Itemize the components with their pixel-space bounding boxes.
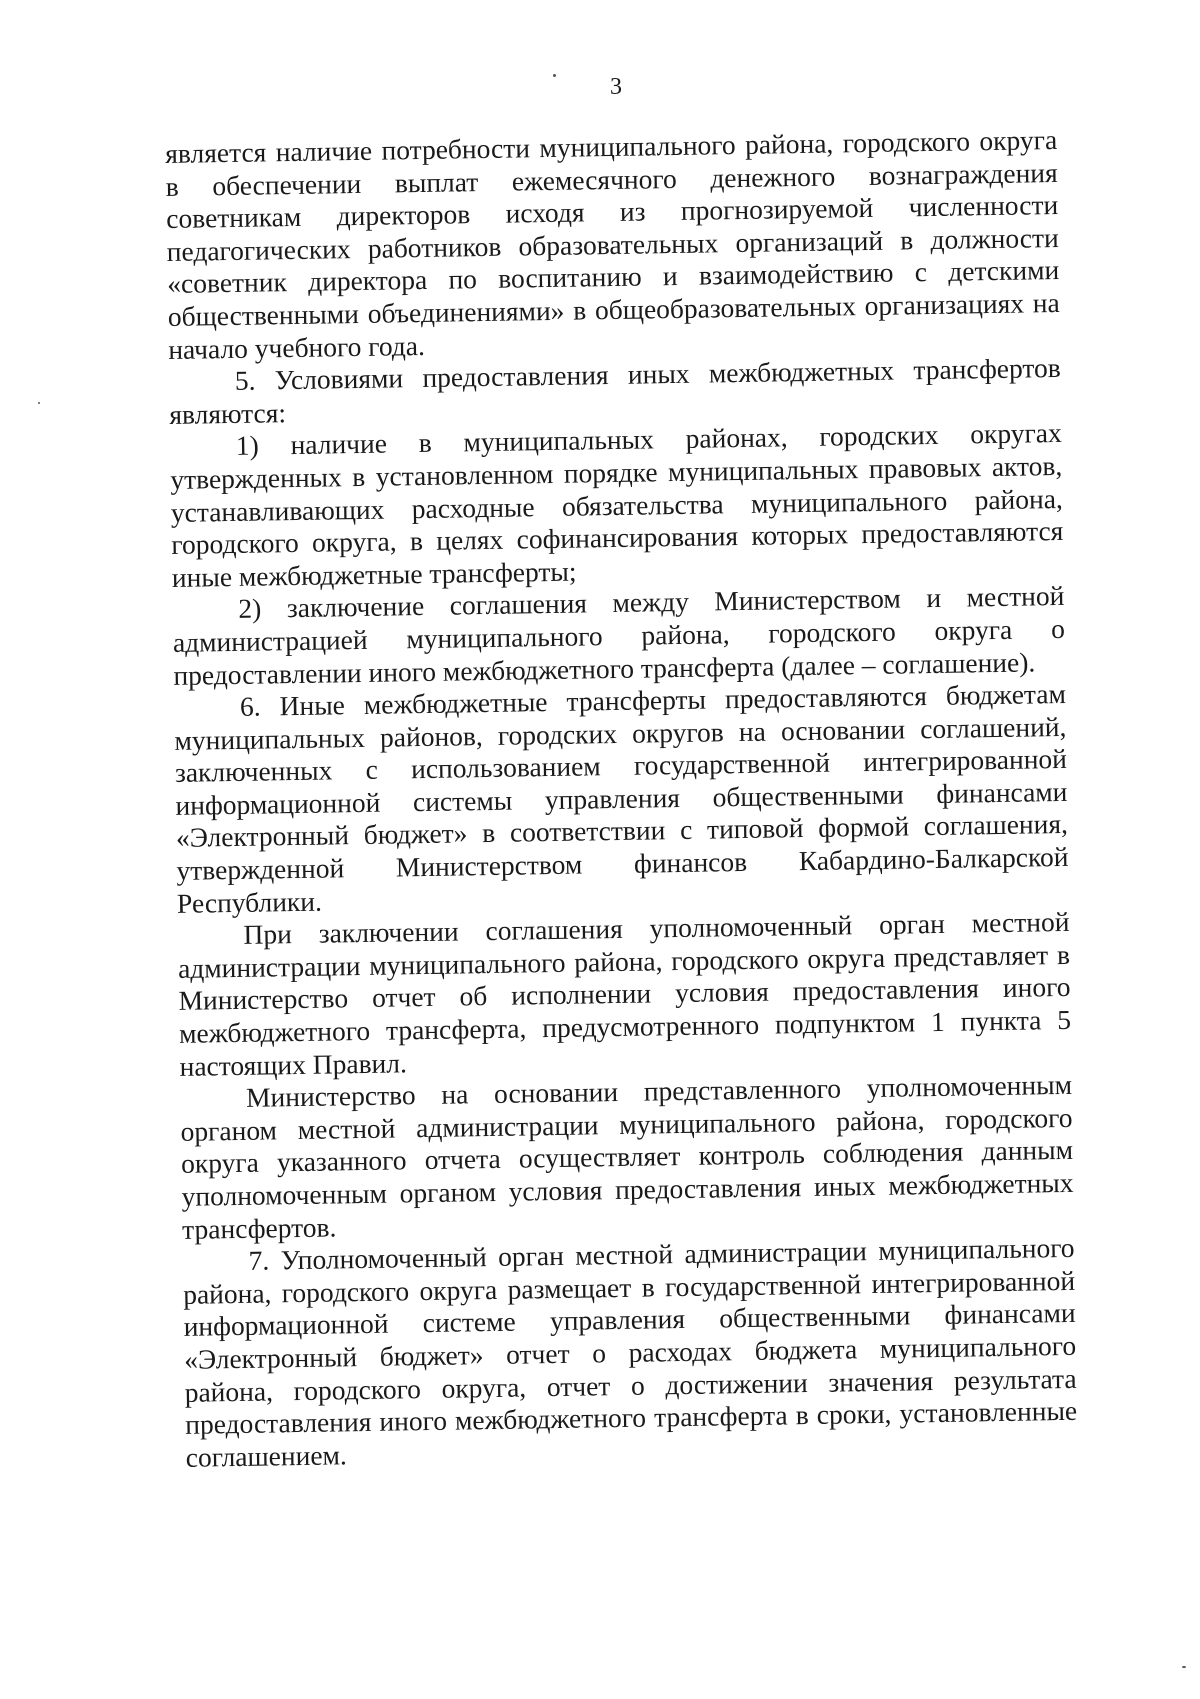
scan-speck [553, 74, 556, 77]
page-number: 3 [610, 74, 622, 100]
scan-speck [38, 402, 40, 404]
paragraph-subitem-1: 1) наличие в муниципальных районах, городских округах утвержденных в установленном порядке муниципальных правовых актов, устанавливающих расходные обязательства муниципального района, городского округа, в целях софинансирования которых предоставляются иные межбюджетные трансферты; [170, 417, 1064, 593]
scan-speck [1182, 1666, 1186, 1668]
paragraph-continuation: является наличие потребности муниципального района, городского округа в обеспечении выплат ежемесячного денежного вознаграждения советникам директоров исходя из прогнозируемой численности педагогических работников образовательных организаций в должности «советник директора по воспитанию и взаимодействию с детскими общественными объединениями» в общеобразовательных организациях на начало учебного года. [165, 123, 1060, 365]
paragraph-item-7: 7. Уполномоченный орган местной администрации муниципального района, городского округа размещает в государственной интегрированной информационной системе управления общественными финансами «Электронный бюджет» отчет о расходах бюджета муниципального района, городского округа, отчет о достижении значения результата предоставления иного межбюджетного трансферта в сроки, установленные соглашением. [182, 1232, 1078, 1473]
document-body [165, 124, 1078, 1474]
paragraph-ministry-control: Министерство на основании представленного уполномоченным органом местной администрации муниципального района, городского округа указанного отчета осуществляет контроль соблюдения данным уполномоченным органом условия предоставления иных межбюджетных трансфертов. [180, 1069, 1074, 1245]
paragraph-agreement-report: При заключении соглашения уполномоченный орган местной администрации муниципального района, городского округа представляет в Министерство отчет об исполнении условия предоставления иного межбюджетного трансферта, предусмотренного подпунктом 1 пункта 5 настоящих Правил. [177, 906, 1072, 1082]
paragraph-subitem-2: 2) заключение соглашения между Министерством и местной администрацией муниципального района, городского округа о предоставлении иного межбюджетного трансферта (далее – соглашение). [172, 580, 1066, 691]
paragraph-item-6: 6. Иные межбюджетные трансферты предоставляются бюджетам муниципальных районов, городских округов на основании соглашений, заключенных с использованием государственной интегрированной информационной системы управления общественными финансами «Электронный бюджет» в соответствии с типовой формой соглашения, утвержденной Министерством финансов Кабардино-Балкарской Республики. [174, 678, 1069, 919]
paragraph-item-5: 5. Условиями предоставления иных межбюджетных трансфертов являются: [169, 352, 1061, 430]
